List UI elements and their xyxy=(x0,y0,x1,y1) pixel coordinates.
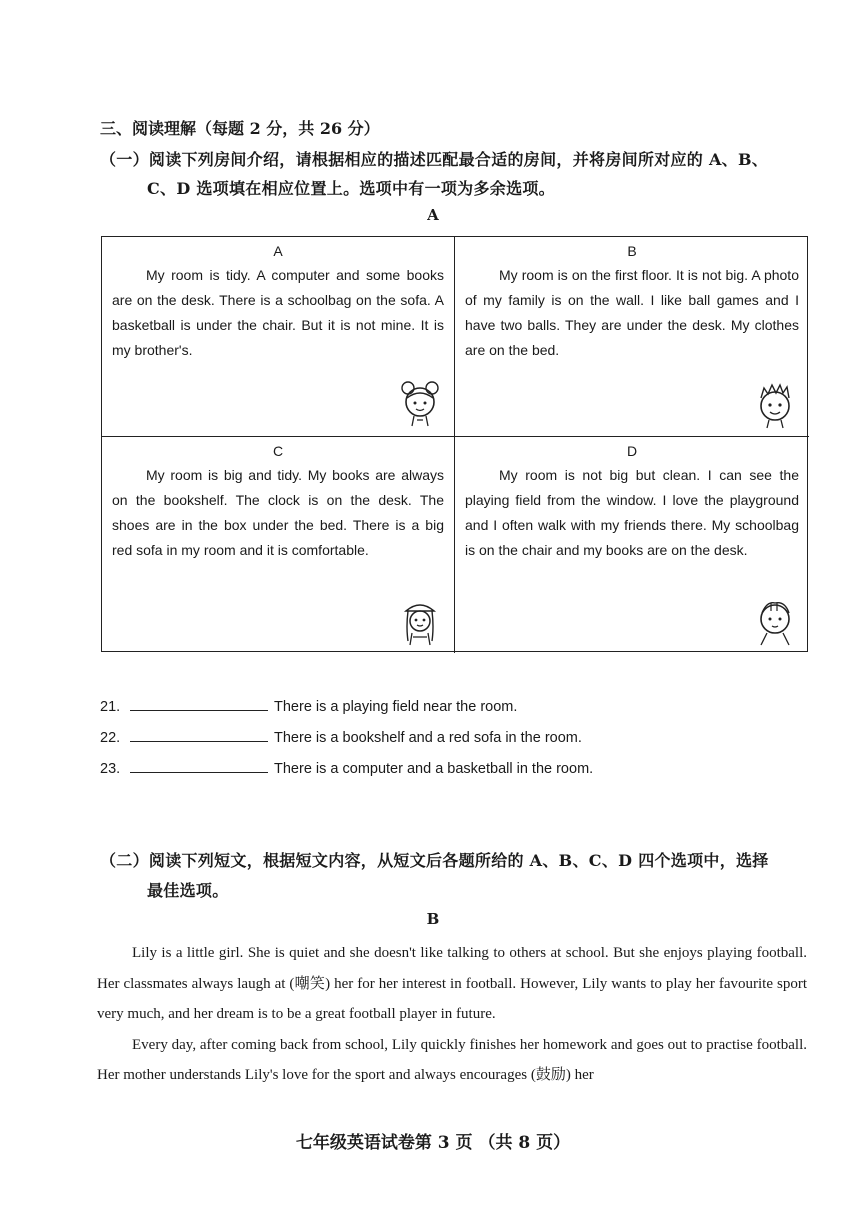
question-text: There is a playing field near the room. xyxy=(274,699,518,715)
part1-instruction-line2: C、D 选项填在相应位置上。选项中有一项为多余选项。 xyxy=(147,179,555,198)
reading-passage xyxy=(97,938,807,1091)
passage-paragraph: Every day, after coming back from school, Lily quickly finishes her homework and goes out to practise football. Her mother understands Lily's love for the sport and always encourages (鼓励) her xyxy=(97,1036,807,1083)
answer-blank[interactable] xyxy=(130,758,268,773)
room-cell-a xyxy=(102,237,455,437)
room-cell-c xyxy=(102,437,455,653)
boy-spiky-hair-icon xyxy=(753,380,797,430)
question-number: 21. xyxy=(100,699,121,715)
passage-label-a: A xyxy=(427,206,439,224)
room-description: My room is big and tidy. My books are always on the bookshelf. The clock is on the desk. The shoes are in the box under the bed. There is a big red sofa in my room and it is comfortable. xyxy=(112,467,444,558)
girl-with-buns-icon xyxy=(398,380,442,430)
boy-round-face-icon xyxy=(753,597,797,647)
rooms-table xyxy=(101,236,808,652)
room-letter: B xyxy=(627,243,637,259)
question-row xyxy=(100,696,517,715)
passage-label-b: B xyxy=(426,910,440,928)
part2-instruction-line2: 最佳选项。 xyxy=(147,881,229,900)
answer-blank[interactable] xyxy=(130,727,268,742)
room-letter: C xyxy=(272,443,284,459)
question-number: 23. xyxy=(100,761,121,777)
question-number: 22. xyxy=(100,730,121,746)
question-row xyxy=(100,758,593,777)
section-heading: 三、阅读理解（每题 2 分，共 26 分） xyxy=(100,119,380,138)
question-row xyxy=(100,727,582,746)
room-description: My room is on the first floor. It is not big. A photo of my family is on the wall. I like ball games and I have two balls. They are under the desk. My clothes are on the bed. xyxy=(465,267,799,358)
room-letter: A xyxy=(273,243,283,259)
part1-instruction-line1: （一）阅读下列房间介绍，请根据相应的描述匹配最合适的房间，并将房间所对应的 A、B、 xyxy=(100,150,769,169)
question-text: There is a computer and a basketball in the room. xyxy=(274,761,594,777)
passage-paragraph: Lily is a little girl. She is quiet and she doesn't like talking to others at school. But she enjoys playing football. Her classmates always laugh at (嘲笑) her for her interest in football. However, Lily wants to play her favourite sport very much, and her dream is to be a great football player in future. xyxy=(97,945,807,1022)
room-letter: D xyxy=(626,443,638,459)
part2-instruction-line1: （二）阅读下列短文，根据短文内容，从短文后各题所给的 A、B、C、D 四个选项中，选择 xyxy=(100,851,769,870)
page-footer: 七年级英语试卷第 3 页 （共 8 页） xyxy=(295,1133,571,1153)
room-cell-d xyxy=(455,437,809,653)
room-cell-b xyxy=(455,237,809,437)
question-text: There is a bookshelf and a red sofa in the room. xyxy=(274,730,582,746)
girl-with-cap-icon xyxy=(398,597,442,647)
answer-blank[interactable] xyxy=(130,696,268,711)
room-description: My room is tidy. A computer and some books are on the desk. There is a schoolbag on the sofa. A basketball is under the chair. But it is not mine. It is my brother's. xyxy=(112,267,444,358)
room-description: My room is not big but clean. I can see the playing field from the window. I love the playground and I often walk with my friends there. My schoolbag is on the chair and my books are on the desk. xyxy=(465,467,799,558)
